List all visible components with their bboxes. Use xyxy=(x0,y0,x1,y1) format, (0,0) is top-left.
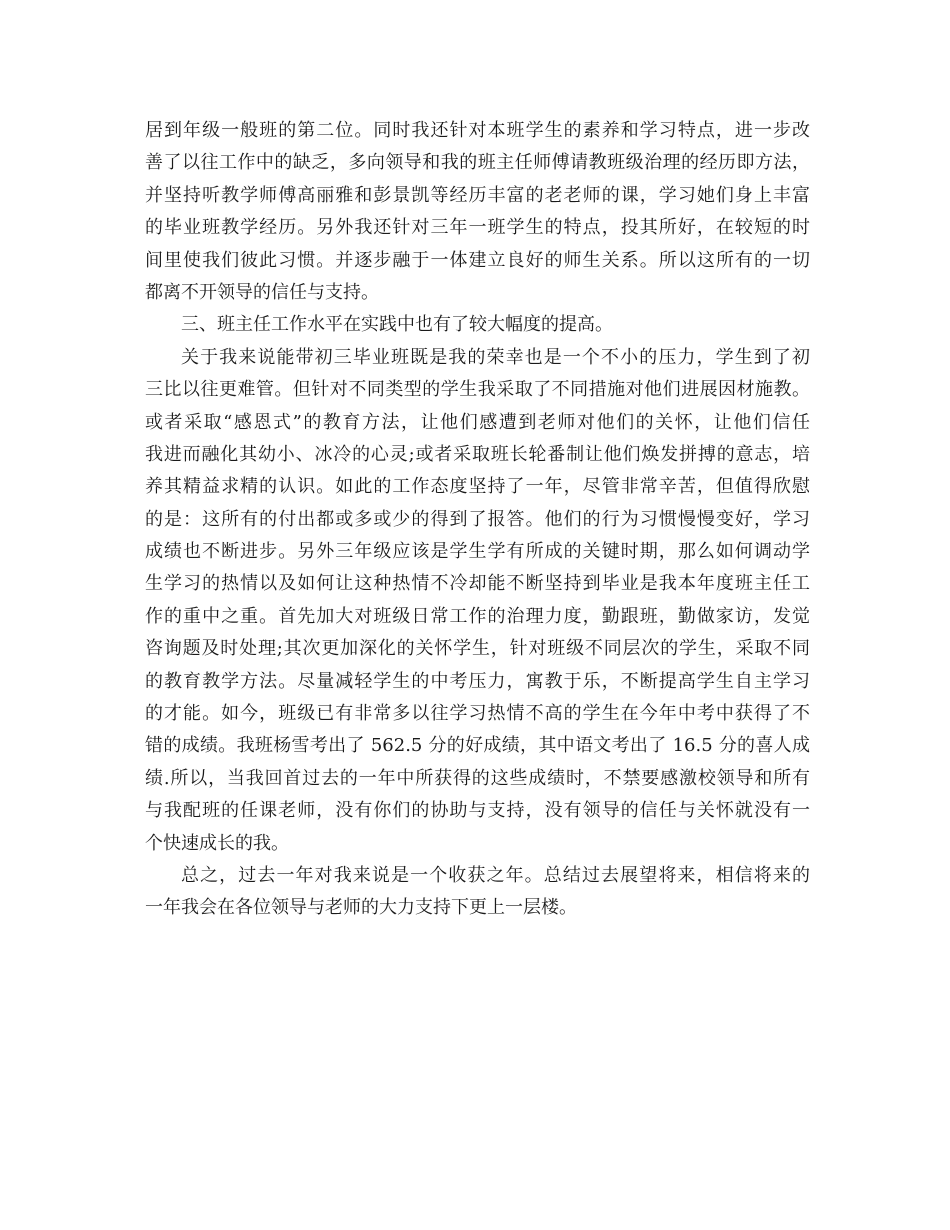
text-line: 三、班主任工作水平在实践中也有了较大幅度的提高。 xyxy=(181,314,613,336)
text-line: 间里使我们彼此习惯。并逐步融于一体建立良好的师生关系。所以这所有的一切 xyxy=(145,249,810,271)
text-line: 的才能。如今，班级已有非常多以往学习热情不高的学生在今年中考中获得了不 xyxy=(145,703,810,725)
paragraph xyxy=(145,860,810,925)
text-line: 作的重中之重。首先加大对班级日常工作的治理力度，勤跟班，勤做家访，发觉 xyxy=(145,605,810,627)
text-line: 的毕业班教学经历。另外我还针对三年一班学生的特点，投其所好，在较短的时 xyxy=(145,217,810,239)
text-line: 或者采取“感恩式”的教育方法，让他们感遭到老师对他们的关怀，让他们信任 xyxy=(145,411,810,433)
text-line: 三比以往更难管。但针对不同类型的学生我采取了不同措施对他们进展因材施教。 xyxy=(145,379,810,401)
text-line: 养其精益求精的认识。如此的工作态度坚持了一年，尽管非常辛苦，但值得欣慰 xyxy=(145,476,810,498)
text-line: 的教育教学方法。尽量减轻学生的中考压力，寓教于乐，不断提高学生自主学习 xyxy=(145,670,810,692)
text-line: 成绩也不断进步。另外三年级应该是学生学有所成的关键时期，那么如何调动学 xyxy=(145,541,810,563)
text-line: 咨询题及时处理;其次更加深化的关怀学生，针对班级不同层次的学生，采取不同 xyxy=(145,638,810,660)
section-heading xyxy=(145,309,810,341)
document-body xyxy=(145,115,810,925)
text-line: 关于我来说能带初三毕业班既是我的荣幸也是一个不小的压力，学生到了初 xyxy=(181,346,810,368)
text-line: 个快速成长的我。 xyxy=(145,832,289,854)
text-line: 居到年级一般班的第二位。同时我还针对本班学生的素养和学习特点，进一步改 xyxy=(145,120,810,141)
text-line: 总之，过去一年对我来说是一个收获之年。总结过去展望将来，相信将来的 xyxy=(181,864,810,886)
paragraph xyxy=(145,115,810,309)
text-line: 与我配班的任课老师，没有你们的协助与支持，没有领导的信任与关怀就没有一 xyxy=(145,800,810,822)
text-line: 我进而融化其幼小、冰冷的心灵;或者采取班长轮番制让他们焕发拼搏的意志，培 xyxy=(145,443,810,465)
text-line: 生学习的热情以及如何让这种热情不冷却能不断坚持到毕业是我本年度班主任工 xyxy=(145,573,810,595)
text-line: 善了以往工作中的缺乏，多向领导和我的班主任师傅请教班级治理的经历即方法， xyxy=(145,152,810,174)
text-line: 并坚持听教学师傅高丽雅和彭景凯等经历丰富的老老师的课，学习她们身上丰富 xyxy=(145,184,810,206)
text-line: 错的成绩。我班杨雪考出了 562.5 分的好成绩，其中语文考出了 16.5 分的喜人成 xyxy=(145,735,810,757)
text-line: 的是：这所有的付出都或多或少的得到了报答。他们的行为习惯慢慢变好，学习 xyxy=(145,508,810,530)
text-line: 绩.所以，当我回首过去的一年中所获得的这些成绩时，不禁要感激校领导和所有 xyxy=(145,767,810,789)
text-line: 一年我会在各位领导与老师的大力支持下更上一层楼。 xyxy=(145,897,577,919)
paragraph xyxy=(145,342,810,860)
text-line: 都离不开领导的信任与支持。 xyxy=(145,281,379,303)
